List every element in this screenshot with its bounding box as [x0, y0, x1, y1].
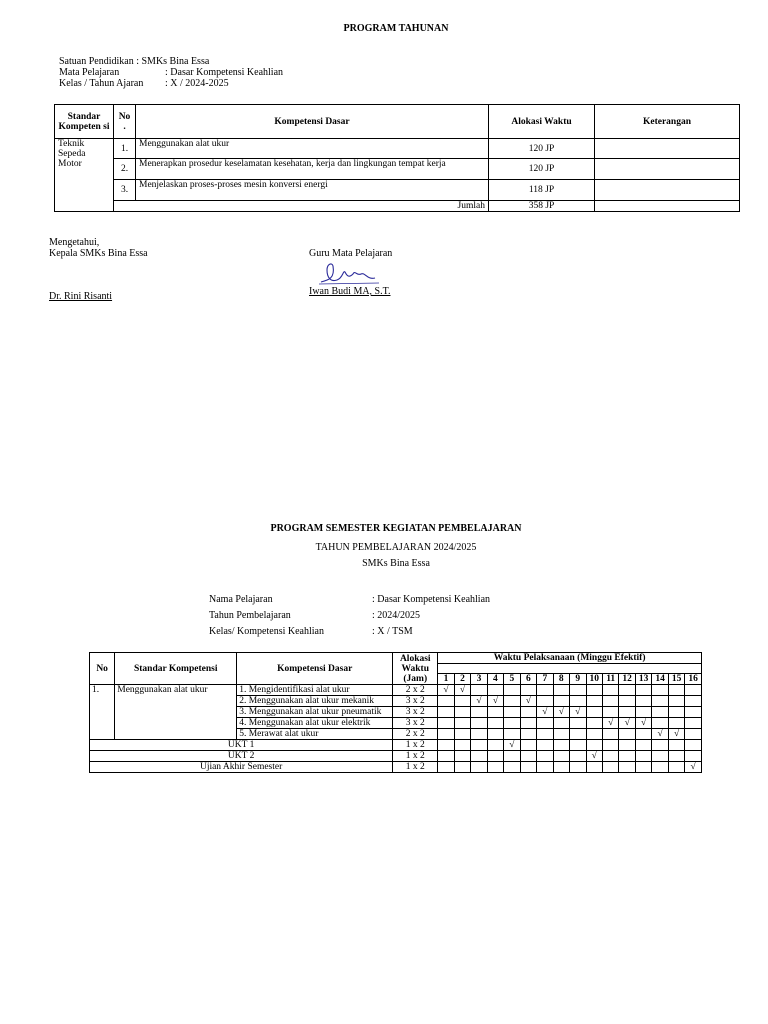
table-row — [55, 180, 740, 201]
week-number: 5 — [504, 674, 520, 685]
week-cell — [668, 718, 684, 729]
week-cell — [652, 751, 668, 762]
semester-subtitle-school: SMKs Bina Essa — [362, 558, 430, 569]
week-cell — [520, 751, 536, 762]
week-number: 7 — [537, 674, 553, 685]
week-cell — [537, 729, 553, 740]
week-number: 16 — [685, 674, 702, 685]
week-cell — [454, 762, 470, 773]
row-kd: 2. Menggunakan alat ukur mekanik — [237, 696, 393, 707]
week-cell — [635, 762, 651, 773]
week-cell — [537, 751, 553, 762]
week-cell — [520, 707, 536, 718]
col-kd: Kompetensi Dasar — [237, 653, 393, 685]
week-check-mark: √ — [619, 718, 635, 729]
row-time: 120 JP — [489, 159, 595, 180]
week-cell — [619, 707, 635, 718]
week-cell — [619, 740, 635, 751]
week-cell — [487, 707, 503, 718]
principal-name: Dr. Rini Risanti — [49, 291, 113, 302]
table-row — [55, 139, 740, 159]
week-cell — [537, 718, 553, 729]
week-number: 2 — [454, 674, 470, 685]
exam-row — [90, 751, 702, 762]
row-time: 2 x 2 — [393, 685, 438, 696]
week-cell — [454, 696, 470, 707]
total-value: 358 JP — [489, 201, 595, 212]
week-cell — [553, 740, 569, 751]
week-cell — [668, 696, 684, 707]
semester-title: PROGRAM SEMESTER KEGIATAN PEMBELAJARAN — [270, 523, 522, 534]
week-cell — [471, 751, 487, 762]
week-cell — [635, 685, 651, 696]
semester-subtitle-year: TAHUN PEMBELAJARAN 2024/2025 — [315, 542, 477, 553]
table-row — [90, 685, 702, 696]
info-class: Kelas / Tahun Ajaran : X / 2024-2025 — [59, 78, 229, 89]
week-cell — [586, 707, 602, 718]
week-check-mark: √ — [487, 696, 503, 707]
row-kd: 3. Menggunakan alat ukur pneumatik — [237, 707, 393, 718]
week-cell — [553, 751, 569, 762]
signature-right — [309, 248, 392, 297]
row-kd: Menjelaskan proses-proses mesin konversi energi — [136, 180, 489, 201]
week-check-mark: √ — [520, 696, 536, 707]
row-no: 1. — [114, 139, 136, 159]
week-number: 10 — [586, 674, 602, 685]
week-cell — [570, 685, 586, 696]
week-cell — [635, 751, 651, 762]
row-time: 1 x 2 — [393, 740, 438, 751]
sign-left-line1: Mengetahui, — [49, 237, 100, 248]
week-cell — [504, 685, 520, 696]
week-cell — [602, 696, 618, 707]
week-number: 8 — [553, 674, 569, 685]
week-check-mark: √ — [570, 707, 586, 718]
week-cell — [504, 751, 520, 762]
week-cell — [652, 740, 668, 751]
week-cell — [438, 762, 454, 773]
standard-cell: Teknik Sepeda Motor — [55, 139, 114, 212]
week-number: 6 — [520, 674, 536, 685]
week-cell — [602, 751, 618, 762]
week-cell — [619, 762, 635, 773]
week-cell — [586, 740, 602, 751]
week-cell — [685, 718, 702, 729]
week-cell — [438, 751, 454, 762]
week-cell — [553, 762, 569, 773]
col-kd: Kompetensi Dasar — [136, 105, 489, 139]
week-cell — [619, 696, 635, 707]
week-cell — [668, 762, 684, 773]
week-cell — [619, 729, 635, 740]
week-check-mark: √ — [652, 729, 668, 740]
row-no: 3. — [114, 180, 136, 201]
week-cell — [668, 685, 684, 696]
week-cell — [520, 685, 536, 696]
week-cell — [668, 707, 684, 718]
exam-label: Ujian Akhir Semester — [90, 762, 393, 773]
week-check-mark: √ — [685, 762, 702, 773]
week-cell — [570, 740, 586, 751]
col-no: No . — [114, 105, 136, 139]
week-number: 11 — [602, 674, 618, 685]
week-cell — [553, 696, 569, 707]
week-check-mark: √ — [438, 685, 454, 696]
week-cell — [685, 751, 702, 762]
week-cell — [652, 718, 668, 729]
week-cell — [520, 762, 536, 773]
week-cell — [438, 740, 454, 751]
week-check-mark: √ — [602, 718, 618, 729]
week-cell — [685, 740, 702, 751]
week-cell — [438, 696, 454, 707]
week-cell — [487, 762, 503, 773]
week-number: 15 — [668, 674, 684, 685]
week-cell — [635, 707, 651, 718]
week-cell — [570, 718, 586, 729]
sign-right-line1: Guru Mata Pelajaran — [309, 248, 393, 259]
week-cell — [520, 740, 536, 751]
week-cell — [586, 696, 602, 707]
week-cell — [570, 762, 586, 773]
week-cell — [504, 762, 520, 773]
week-cell — [487, 751, 503, 762]
week-cell — [635, 696, 651, 707]
week-check-mark: √ — [537, 707, 553, 718]
week-cell — [570, 751, 586, 762]
week-cell — [586, 718, 602, 729]
info-year: Tahun Pembelajaran : 2024/2025 — [209, 610, 421, 621]
week-cell — [586, 762, 602, 773]
week-cell — [602, 685, 618, 696]
week-cell — [438, 707, 454, 718]
week-check-mark: √ — [504, 740, 520, 751]
sign-left-line2: Kepala SMKs Bina Essa — [49, 248, 148, 259]
signature-left — [49, 237, 148, 302]
semester-info — [209, 592, 490, 640]
week-cell — [652, 707, 668, 718]
row-time: 120 JP — [489, 139, 595, 159]
week-cell — [471, 685, 487, 696]
week-check-mark: √ — [635, 718, 651, 729]
week-cell — [619, 751, 635, 762]
row-no: 1. — [90, 685, 115, 740]
week-cell — [652, 696, 668, 707]
week-cell — [454, 729, 470, 740]
row-note — [595, 139, 740, 159]
week-cell — [602, 762, 618, 773]
week-cell — [487, 740, 503, 751]
week-cell — [487, 718, 503, 729]
week-cell — [471, 707, 487, 718]
teacher-name: Iwan Budi MA, S.T. — [309, 286, 391, 297]
week-cell — [487, 729, 503, 740]
info-subject: Nama Pelajaran : Dasar Kompetensi Keahlian — [209, 594, 491, 605]
week-check-mark: √ — [586, 751, 602, 762]
week-cell — [537, 740, 553, 751]
week-cell — [685, 707, 702, 718]
week-cell — [602, 740, 618, 751]
week-cell — [454, 718, 470, 729]
week-cell — [652, 685, 668, 696]
week-cell — [553, 729, 569, 740]
col-time: Alokasi Waktu — [489, 105, 595, 139]
row-kd: 1. Mengidentifikasi alat ukur — [237, 685, 393, 696]
row-time: 1 x 2 — [393, 751, 438, 762]
week-cell — [553, 685, 569, 696]
week-cell — [553, 718, 569, 729]
week-cell — [487, 685, 503, 696]
standard-cell: Menggunakan alat ukur — [115, 685, 237, 740]
week-cell — [520, 729, 536, 740]
row-time: 3 x 2 — [393, 718, 438, 729]
week-check-mark: √ — [668, 729, 684, 740]
week-cell — [471, 740, 487, 751]
table-header-row — [55, 105, 740, 139]
annual-info — [59, 56, 283, 89]
row-time: 1 x 2 — [393, 762, 438, 773]
col-time: Alokasi Waktu (Jam) — [393, 653, 438, 685]
week-cell — [685, 685, 702, 696]
week-cell — [652, 762, 668, 773]
row-kd: Menerapkan prosedur keselamatan kesehatan, kerja dan lingkungan tempat kerja — [136, 159, 489, 180]
week-check-mark: √ — [471, 696, 487, 707]
week-number: 9 — [570, 674, 586, 685]
exam-label: UKT 2 — [90, 751, 393, 762]
total-label: Jumlah — [114, 201, 489, 212]
week-cell — [602, 707, 618, 718]
week-number: 14 — [652, 674, 668, 685]
col-no: No — [90, 653, 115, 685]
week-number: 1 — [438, 674, 454, 685]
week-cell — [537, 685, 553, 696]
week-cell — [537, 762, 553, 773]
week-check-mark: √ — [553, 707, 569, 718]
week-cell — [471, 762, 487, 773]
week-cell — [685, 729, 702, 740]
week-cell — [635, 740, 651, 751]
week-cell — [438, 729, 454, 740]
week-cell — [570, 696, 586, 707]
week-cell — [454, 751, 470, 762]
row-time: 3 x 2 — [393, 707, 438, 718]
col-standard: Standar Kompeten si — [55, 105, 114, 139]
week-cell — [586, 685, 602, 696]
week-number: 3 — [471, 674, 487, 685]
exam-row — [90, 762, 702, 773]
row-time: 2 x 2 — [393, 729, 438, 740]
week-cell — [438, 718, 454, 729]
row-note — [595, 159, 740, 180]
week-cell — [635, 729, 651, 740]
week-cell — [471, 729, 487, 740]
week-cell — [602, 729, 618, 740]
table-header-row — [90, 653, 702, 664]
row-time: 3 x 2 — [393, 696, 438, 707]
week-cell — [504, 707, 520, 718]
week-cell — [520, 718, 536, 729]
week-cell — [471, 718, 487, 729]
info-class: Kelas/ Kompetensi Keahlian : X / TSM — [209, 626, 413, 637]
week-cell — [537, 696, 553, 707]
week-number: 13 — [635, 674, 651, 685]
exam-row — [90, 740, 702, 751]
week-cell — [570, 729, 586, 740]
row-time: 118 JP — [489, 180, 595, 201]
col-standard: Standar Kompetensi — [115, 653, 237, 685]
week-check-mark: √ — [454, 685, 470, 696]
week-cell — [454, 740, 470, 751]
signature-scribble-icon — [315, 260, 385, 288]
row-note — [595, 180, 740, 201]
week-cell — [504, 729, 520, 740]
week-cell — [586, 729, 602, 740]
week-cell — [685, 696, 702, 707]
info-subject: Mata Pelajaran : Dasar Kompetensi Keahlian — [59, 67, 284, 78]
exam-label: UKT 1 — [90, 740, 393, 751]
annual-title: PROGRAM TAHUNAN — [343, 23, 449, 34]
semester-table — [89, 652, 702, 773]
row-kd: 5. Merawat alat ukur — [237, 729, 393, 740]
info-school: Satuan Pendidikan : SMKs Bina Essa — [59, 56, 210, 67]
annual-table — [54, 104, 740, 212]
week-number: 4 — [487, 674, 503, 685]
col-weeks: Waktu Pelaksanaan (Minggu Efektif) — [438, 653, 702, 664]
row-no: 2. — [114, 159, 136, 180]
week-cell — [668, 751, 684, 762]
row-kd: Menggunakan alat ukur — [136, 139, 489, 159]
row-kd: 4. Menggunakan alat ukur elektrik — [237, 718, 393, 729]
week-cell — [454, 707, 470, 718]
week-cell — [504, 696, 520, 707]
week-cell — [668, 740, 684, 751]
table-row — [55, 159, 740, 180]
week-cell — [619, 685, 635, 696]
week-cell — [504, 718, 520, 729]
week-number: 12 — [619, 674, 635, 685]
total-row — [55, 201, 740, 212]
col-note: Keterangan — [595, 105, 740, 139]
